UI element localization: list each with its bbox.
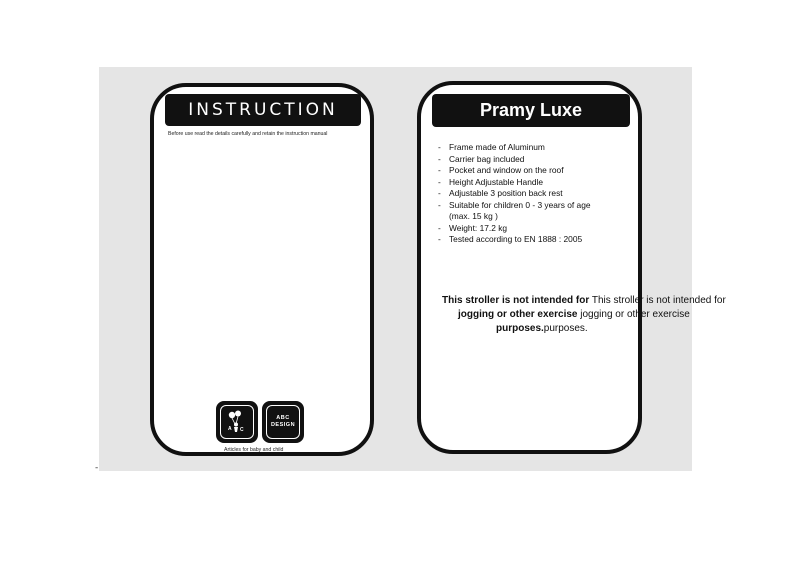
warning-line-3: purposes.purposes.	[496, 323, 588, 334]
list-item-continuation: (max. 15 kg )	[449, 211, 498, 221]
list-item: - Frame made of Aluminum	[438, 142, 545, 152]
balloon-icon	[224, 409, 250, 435]
warning-line-1: This stroller is not intended for This stroller is not intended for	[442, 295, 726, 306]
abc-design-logo	[262, 401, 304, 443]
instruction-title: INSTRUCTION	[165, 94, 361, 126]
feature-list	[438, 142, 591, 246]
svg-text:A: A	[228, 426, 232, 432]
list-item: - Suitable for children 0 - 3 years of age (max. 15 kg )	[438, 199, 591, 221]
list-item: - Weight: 17.2 kg	[438, 222, 508, 233]
brand-tagline: Articles for baby and child	[224, 447, 284, 453]
logo-design-text: DESIGN	[270, 422, 296, 428]
instruction-intro: Before use read the details carefully and retain the instruction manual	[168, 131, 328, 137]
list-item: - Pocket and window on the roof	[438, 165, 564, 175]
list-item: - Carrier bag included	[438, 153, 525, 164]
page-mark: -	[95, 463, 99, 473]
logo-abc-text: ABC	[276, 415, 290, 421]
warning-line-2: jogging or other exercise jogging or other exercise	[458, 309, 690, 320]
svg-text:C: C	[240, 427, 244, 433]
brand-logos	[216, 401, 304, 443]
product-title: Pramy Luxe	[432, 94, 630, 127]
warning-notice	[442, 294, 742, 336]
list-item: - Tested according to EN 1888 : 2005	[438, 234, 583, 244]
list-item: - Adjustable 3 position back rest	[438, 188, 563, 198]
list-item: - Height Adjustable Handle	[438, 176, 544, 187]
instruction-card	[150, 83, 374, 456]
mascot-logo	[216, 401, 258, 443]
product-card	[417, 81, 642, 454]
